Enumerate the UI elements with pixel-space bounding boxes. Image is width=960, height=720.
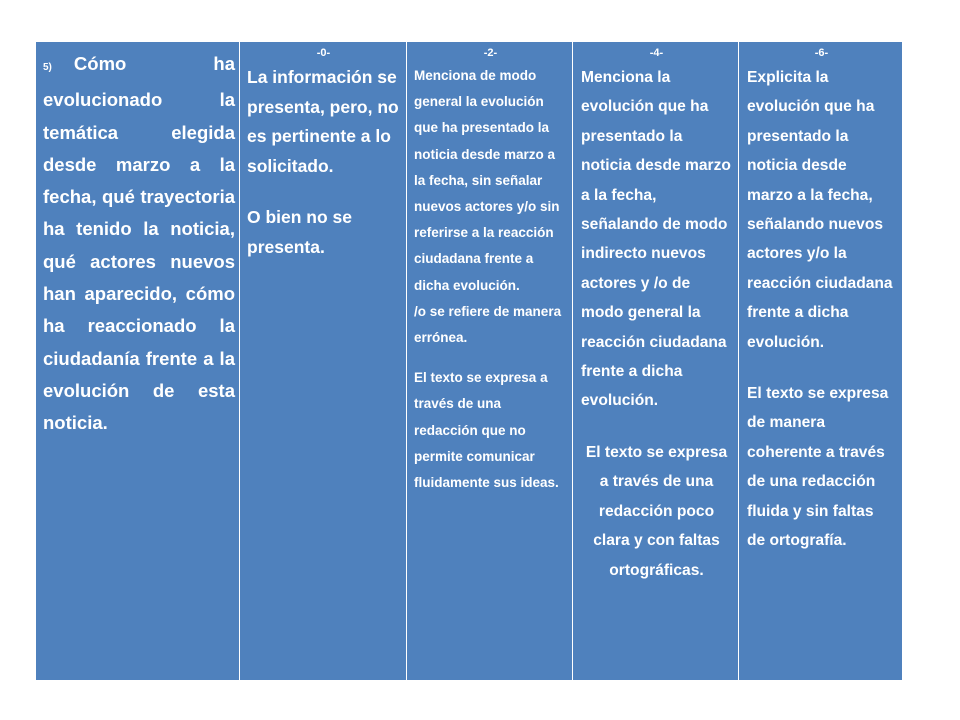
score-4-cell bbox=[573, 42, 739, 680]
score-6-description: Explicita la evolución que ha presentado la noticia desde marzo a la fecha, señalando nuevos actores y/o la reacción ciudadana frente a dicha evolución. bbox=[747, 69, 893, 351]
rubric-table bbox=[35, 42, 903, 680]
score-4-writing: El texto se expresa a través de una redacción poco clara y con faltas ortográficas. bbox=[585, 443, 728, 579]
score-4-description: Menciona la evolución que ha presentado la noticia desde marzo a la fecha, señalando de modo indirecto nuevos actores y /o de modo general la reacción ciudadana frente a dicha evolución. bbox=[581, 69, 731, 410]
score-6-writing: El texto se expresa de manera coherente a través de una redacción fluida y sin faltas de ortografía. bbox=[747, 385, 889, 550]
criterion-number: 5) bbox=[43, 62, 52, 73]
score-4-header: -4- bbox=[649, 47, 664, 59]
score-0-alternative: O bien no se presenta. bbox=[247, 207, 353, 257]
score-6-cell bbox=[739, 42, 903, 680]
criterion-text bbox=[43, 48, 235, 440]
score-6-header: -6- bbox=[814, 47, 829, 59]
score-2-header: -2- bbox=[483, 47, 498, 59]
score-0-cell bbox=[240, 42, 407, 680]
score-0-description: La información se presenta, pero, no es pertinente a lo solicitado. bbox=[247, 67, 399, 176]
score-2-alternative: /o se refiere de manera errónea. bbox=[414, 303, 562, 346]
score-2-writing: El texto se expresa a través de una redacción que no permite comunicar fluidamente sus ideas. bbox=[414, 370, 559, 491]
score-2-cell bbox=[407, 42, 573, 680]
score-0-header: -0- bbox=[316, 47, 331, 59]
score-2-description: Menciona de modo general la evolución que ha presentado la noticia desde marzo a la fecha, sin señalar nuevos actores y/o sin referirse a la reacción ciudadana frente a dicha evolución. bbox=[414, 68, 560, 293]
criterion-question: Cómo ha evolucionado la temática elegida desde marzo a la fecha, qué trayectoria ha tenido la noticia, qué actores nuevos han aparecido, cómo ha reaccionado la ciudadanía frente a la evolución de esta noticia. bbox=[43, 53, 235, 434]
criterion-cell bbox=[36, 42, 240, 680]
